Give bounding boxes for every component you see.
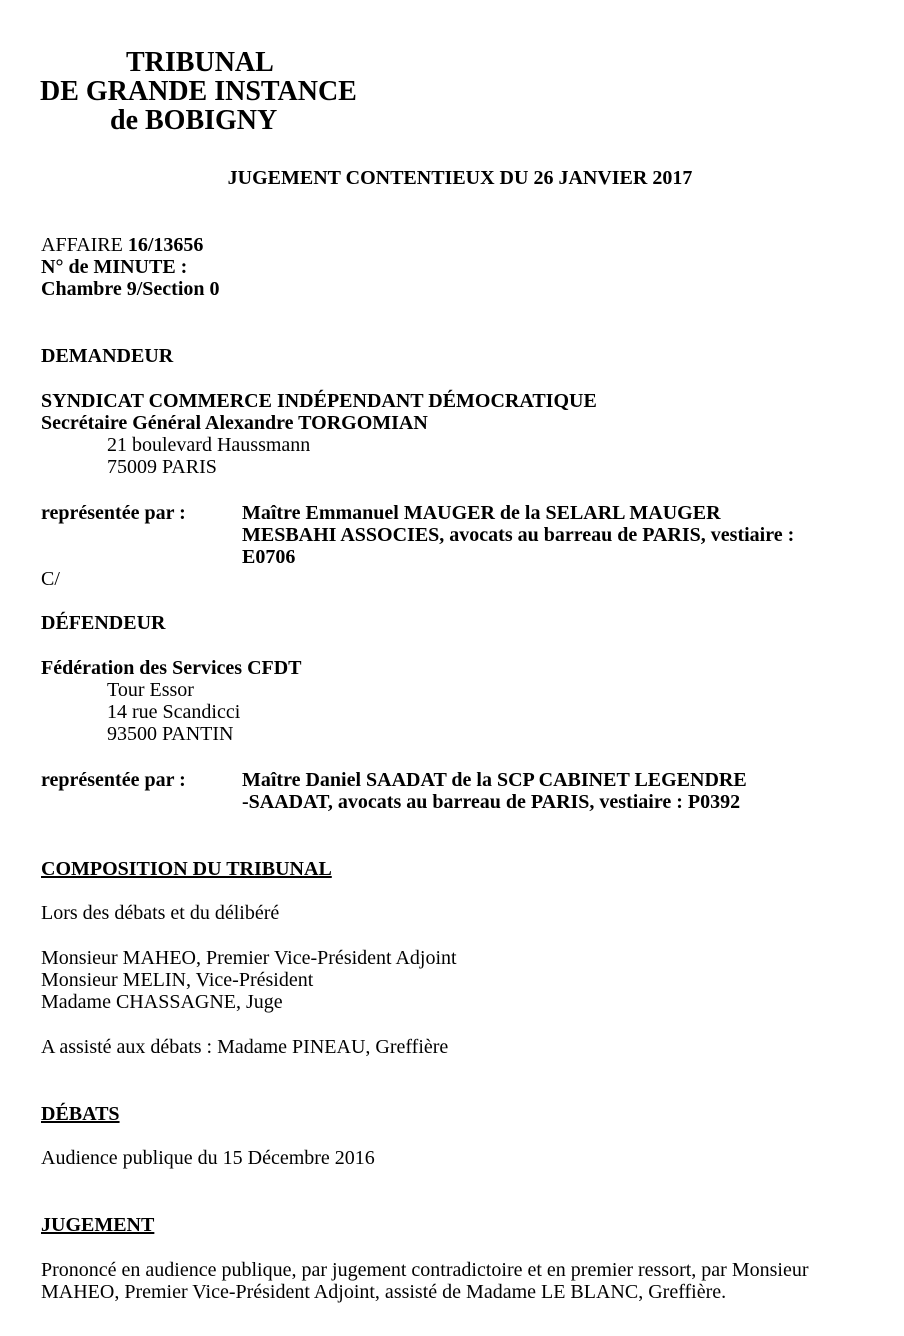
composition-clerk: A assisté aux débats : Madame PINEAU, Greffière (41, 1036, 449, 1058)
demandeur-address2: 75009 PARIS (107, 456, 217, 478)
defendeur-address2: 14 rue Scandicci (107, 701, 241, 723)
defendeur-rep-line1: Maître Daniel SAADAT de la SCP CABINET LEGENDRE (242, 769, 747, 791)
defendeur-rep-line2: -SAADAT, avocats au barreau de PARIS, vestiaire : P0392 (242, 791, 741, 813)
composition-heading: COMPOSITION DU TRIBUNAL (41, 858, 332, 880)
contre-label: C/ (41, 568, 60, 590)
composition-member2: Monsieur MELIN, Vice-Président (41, 969, 314, 991)
jugement-text (41, 1259, 809, 1303)
defendeur-address1: Tour Essor (107, 679, 194, 701)
defendeur-address3: 93500 PANTIN (107, 723, 234, 745)
demandeur-rep-line3: E0706 (242, 546, 296, 568)
demandeur-rep-value (242, 502, 794, 568)
composition-member1: Monsieur MAHEO, Premier Vice-Président Adjoint (41, 947, 457, 969)
court-name-line3: de BOBIGNY (110, 105, 278, 136)
composition-members (41, 947, 457, 1013)
demandeur-heading: DEMANDEUR (41, 345, 174, 367)
defendeur-name: Fédération des Services CFDT (41, 657, 302, 679)
demandeur-rep-line1: Maître Emmanuel MAUGER de la SELARL MAUGER (242, 502, 721, 524)
court-header (40, 48, 357, 135)
demandeur-secretary: Secrétaire Général Alexandre TORGOMIAN (41, 412, 428, 434)
chambre: Chambre 9/Section 0 (41, 278, 220, 300)
composition-intro: Lors des débats et du délibéré (41, 902, 280, 924)
demandeur-name: SYNDICAT COMMERCE INDÉPENDANT DÉMOCRATIQUE (41, 390, 597, 412)
debats-heading: DÉBATS (41, 1103, 120, 1125)
judgment-title: JUGEMENT CONTENTIEUX DU 26 JANVIER 2017 (227, 167, 693, 189)
defendeur-block (41, 657, 302, 745)
demandeur-address1: 21 boulevard Haussmann (107, 434, 311, 456)
composition-member3: Madame CHASSAGNE, Juge (41, 991, 283, 1013)
jugement-line2: MAHEO, Premier Vice-Président Adjoint, assisté de Madame LE BLANC, Greffière. (41, 1281, 727, 1303)
demandeur-rep-line2: MESBAHI ASSOCIES, avocats au barreau de PARIS, vestiaire : (242, 524, 795, 546)
jugement-heading: JUGEMENT (41, 1214, 155, 1236)
debats-text: Audience publique du 15 Décembre 2016 (41, 1147, 375, 1169)
defendeur-rep-label: représentée par : (41, 769, 186, 791)
demandeur-rep-label: représentée par : (41, 502, 186, 524)
court-name-line2: DE GRANDE INSTANCE (40, 76, 357, 107)
defendeur-heading: DÉFENDEUR (41, 612, 166, 634)
demandeur-block (41, 390, 597, 478)
defendeur-rep-value (242, 769, 747, 813)
jugement-line1: Prononcé en audience publique, par jugement contradictoire et en premier ressort, par Monsieur (41, 1259, 809, 1281)
court-name-line1: TRIBUNAL (126, 47, 274, 78)
affaire-label: AFFAIRE (41, 234, 128, 256)
affaire-number: 16/13656 (127, 234, 204, 256)
minute-label: N° de MINUTE : (41, 256, 188, 278)
case-info (41, 234, 220, 300)
